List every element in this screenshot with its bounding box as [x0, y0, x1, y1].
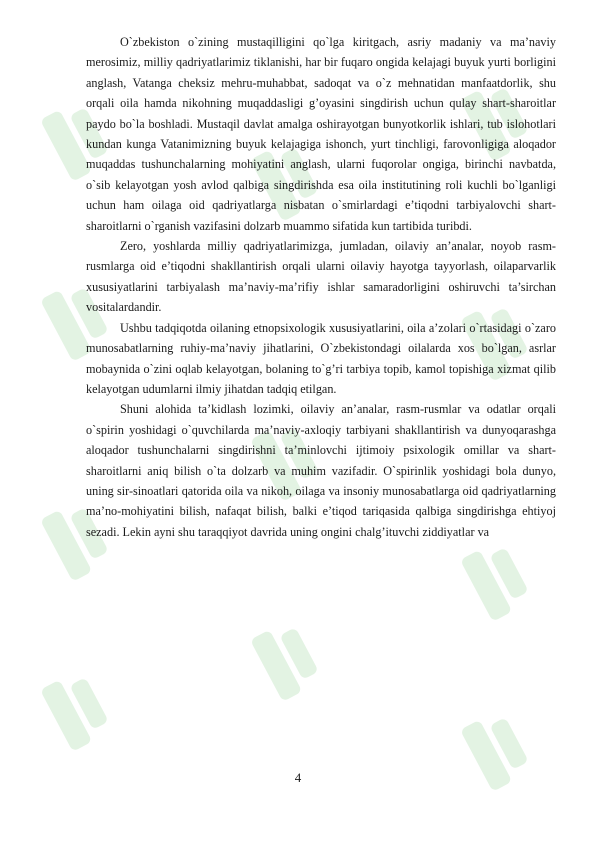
page-number: 4: [294, 770, 302, 785]
paragraph: Shuni alohida ta’kidlash lozimki, oilaviy an’analar, rasm-rusmlar va odatlar orqali o`spirin yoshidagi o`quvchilarda ma’naviy-axloqiy tarbiyani shakllantirish va dunyoqarashga aloqador tushunchalarni singdirishni ta’minlovchi ijtimoiy psixologik omillar va shart-sharoitlarni aniq bilish o`ta dolzarb va muhim vazifadir. O`spirinlik yoshidagi bola dunyo, uning sir-sinoatlari qatorida oila va nikoh, oilaga va insoniy munosabatlarga oid qadriyatlarning ma’no-mohiyatini bilish, nafaqat bilish, balki e’tiqod tariqasida qalbiga singdirishga ehtiyoj sezadi. Lekin ayni shu taraqqiyot davrida uning ongini chalg’ituvchi ziddiyatlar va: [86, 402, 556, 539]
paragraph: Zero, yoshlarda milliy qadriyatlarimizga, jumladan, oilaviy an’analar, noyob rasm-rusmlarga oid e’tiqodni shakllantirish orqali ularni oilaviy hayotga tayyorlash, oilaparvarlik xususiyatlarini tarbiyalash ma’naviy-ma’rifiy ishlar samaradorligini oshiruvchi ta’sirchan vositalardandir.: [86, 239, 556, 315]
watermark-logo-icon: [460, 538, 533, 621]
paragraph: Ushbu tadqiqotda oilaning etnopsixologik xususiyatlarini, oila a’zolari o`rtasidagi o`zaro munosabatlarning ruhiy-ma’naviy jihatlarini, O`zbekistondagi oilalarda xos bo`lgan, asrlar mobaynida o`zini oqlab kelayotgan, bolaning to`g’ri tarbiya topib, kamol topishiga xizmat qilib kelayotgan udumlarni ilmiy jihatdan tadqiq etilgan.: [86, 320, 556, 396]
paragraph: O`zbekiston o`zining mustaqilligini qo`lga kiritgach, asriy madaniy va ma’naviy merosimiz, milliy qadriyatlarimiz tiklanishi, har bir fuqaro ongida kelajagi buyuk yurti borligini anglash, Vatanga cheksiz mehru-muhabbat, sadoqat va o`z mehnatidan manfaatdorlik, shu orqali oila hamda nikohning muqaddasligi g’oyasini singdirish uchun qulay shart-sharoitlar paydo bo`la boshladi. Mustaqil davlat amalga oshirayotgan bunyotkorlik ishlari, tub islohotlari kundan kunga Vatanimizning buyuk kelajagiga ishonch, yurt tinchligi, farovonligiga aloqador muqaddas tushunchalarning mohiyatini anglash, ularni fuqorolar ongiga, birinchi navbatda, o`sib kelayotgan yosh avlod qalbiga singdirishda esa oila institutining roli kuchli bo`lganligi uchun ham oilaga oid qadriyatlarga nisbatan o`smirlardagi e’tiqodni tarbiyalovchi shart-sharoitlarni o`rganish vazifasini dolzarb muammo sifatida kun tartibida turibdi.: [86, 35, 556, 233]
watermark-logo-icon: [250, 618, 323, 701]
body-text: [86, 32, 556, 542]
watermark-logo-icon: [40, 668, 113, 751]
